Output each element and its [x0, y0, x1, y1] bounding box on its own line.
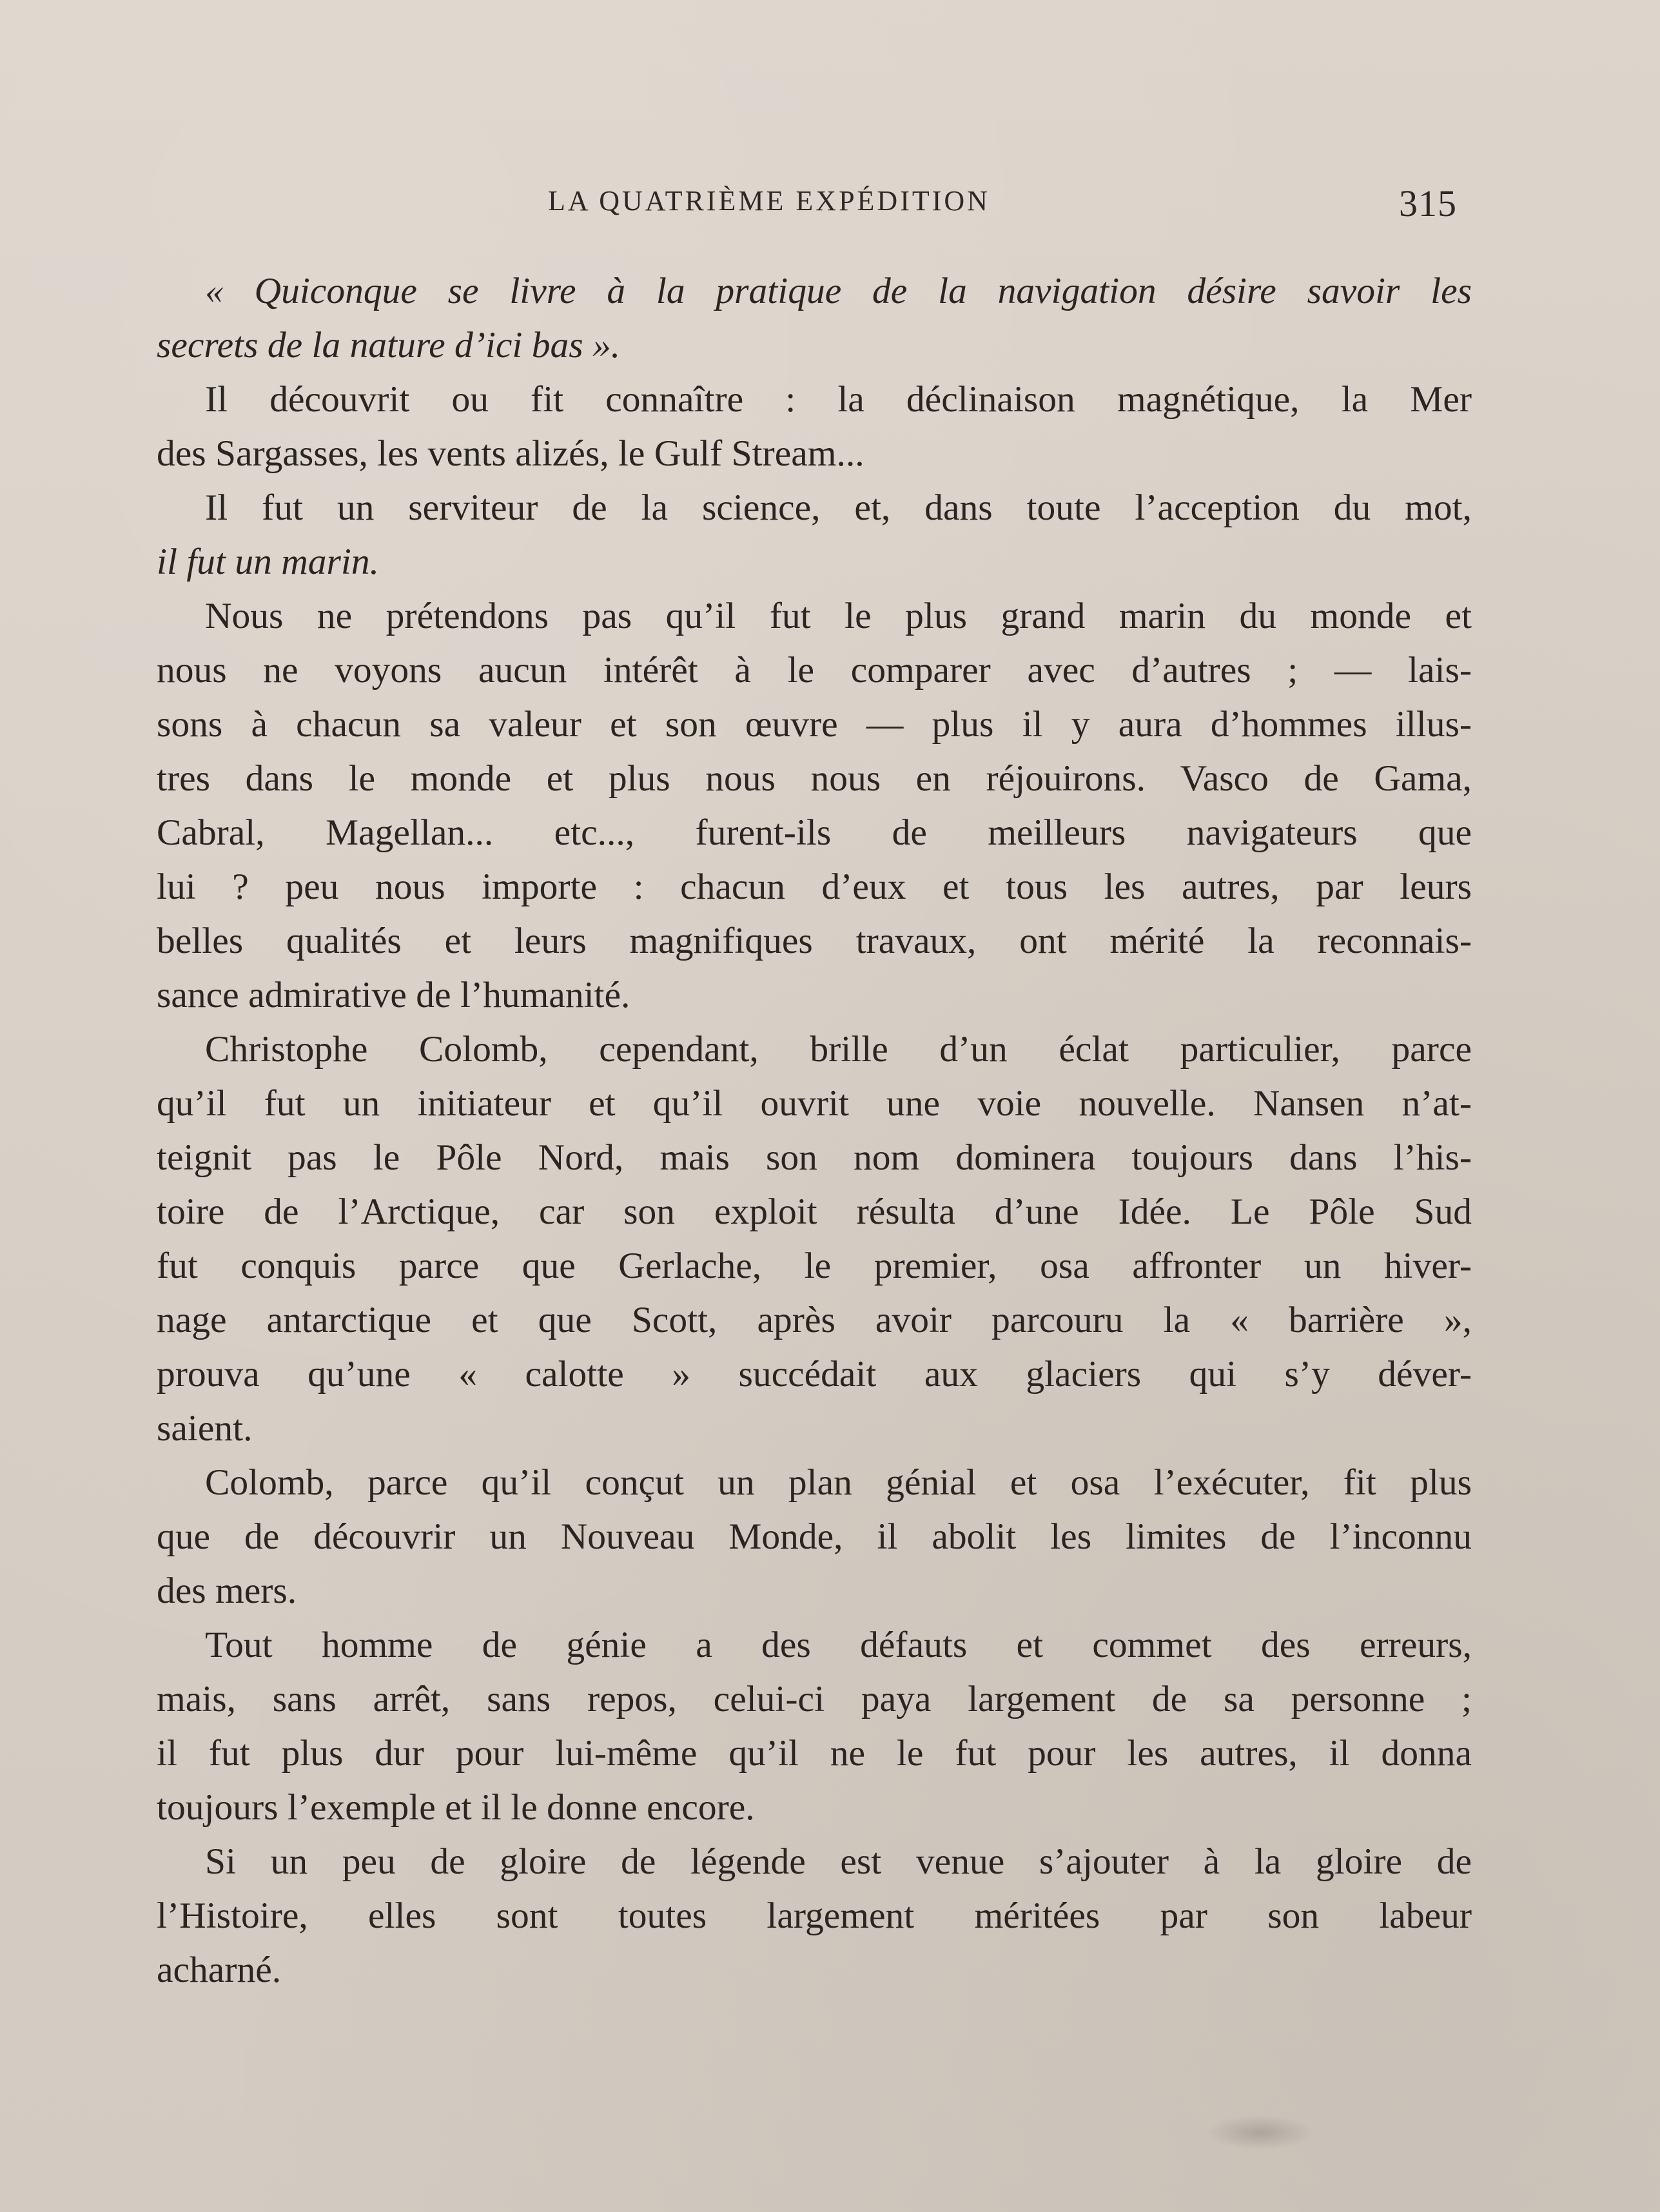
text-line: « Quiconque se livre à la pratique de la navigation désire savoir les [205, 271, 1472, 311]
text-line: Il fut un serviteur de la science, et, dans toute l’acception du mot, [205, 487, 1472, 528]
text-line: nous ne voyons aucun intérêt à le comparer avec d’autres ; — lais- [157, 650, 1472, 690]
text-line: toujours l’exemple et il le donne encore. [157, 1787, 755, 1828]
text-line: Christophe Colomb, cependant, brille d’un éclat particulier, parce [205, 1029, 1472, 1070]
text-line: prouva qu’une « calotte » succédait aux glaciers qui s’y déver- [157, 1354, 1472, 1395]
text-line: Il découvrit ou fit connaître : la déclinaison magnétique, la Mer [205, 379, 1472, 420]
text-line: des mers. [157, 1571, 297, 1611]
text-line: qu’il fut un initiateur et qu’il ouvrit une voie nouvelle. Nansen n’at- [157, 1083, 1472, 1124]
text-line: teignit pas le Pôle Nord, mais son nom dominera toujours dans l’his- [157, 1137, 1472, 1178]
text-line: des Sargasses, les vents alizés, le Gulf Stream... [157, 433, 864, 474]
text-line: Nous ne prétendons pas qu’il fut le plus grand marin du monde et [205, 596, 1472, 636]
text-line: il fut un marin. [157, 542, 380, 582]
text-line: toire de l’Arctique, car son exploit résulta d’une Idée. Le Pôle Sud [157, 1191, 1472, 1232]
page-number: 315 [1399, 182, 1457, 224]
text-line: Colomb, parce qu’il conçut un plan génial et osa l’exécuter, fit plus [205, 1462, 1472, 1503]
running-head [0, 182, 1660, 227]
text-line: Cabral, Magellan... etc..., furent-ils de meilleurs navigateurs que [157, 812, 1472, 853]
text-line: que de découvrir un Nouveau Monde, il abolit les limites de l’inconnu [157, 1516, 1472, 1557]
text-line: nage antarctique et que Scott, après avoir parcouru la « barrière », [157, 1300, 1472, 1340]
text-line: tres dans le monde et plus nous nous en réjouirons. Vasco de Gama, [157, 758, 1472, 799]
text-line: saient. [157, 1408, 253, 1449]
text-line: lui ? peu nous importe : chacun d’eux et tous les autres, par leurs [157, 866, 1472, 907]
text-line: Si un peu de gloire de légende est venue s’ajouter à la gloire de [205, 1841, 1472, 1882]
text-line: mais, sans arrêt, sans repos, celui-ci paya largement de sa personne ; [157, 1679, 1472, 1719]
text-line: belles qualités et leurs magnifiques travaux, ont mérité la reconnais- [157, 921, 1472, 961]
paper-stain [1206, 2115, 1315, 2150]
text-line: fut conquis parce que Gerlache, le premier, osa affronter un hiver- [157, 1246, 1472, 1286]
text-line: acharné. [157, 1950, 282, 1990]
text-line: il fut plus dur pour lui-même qu’il ne le fut pour les autres, il donna [157, 1733, 1472, 1774]
text-line: secrets de la nature d’ici bas ». [157, 325, 621, 366]
chapter-title: LA QUATRIÈME EXPÉDITION [548, 185, 990, 217]
text-line: sons à chacun sa valeur et son œuvre — plus il y aura d’hommes illus- [157, 704, 1472, 745]
text-line: l’Histoire, elles sont toutes largement méritées par son labeur [157, 1895, 1472, 1936]
text-line: Tout homme de génie a des défauts et commet des erreurs, [205, 1625, 1472, 1665]
text-line: sance admirative de l’humanité. [157, 975, 630, 1015]
